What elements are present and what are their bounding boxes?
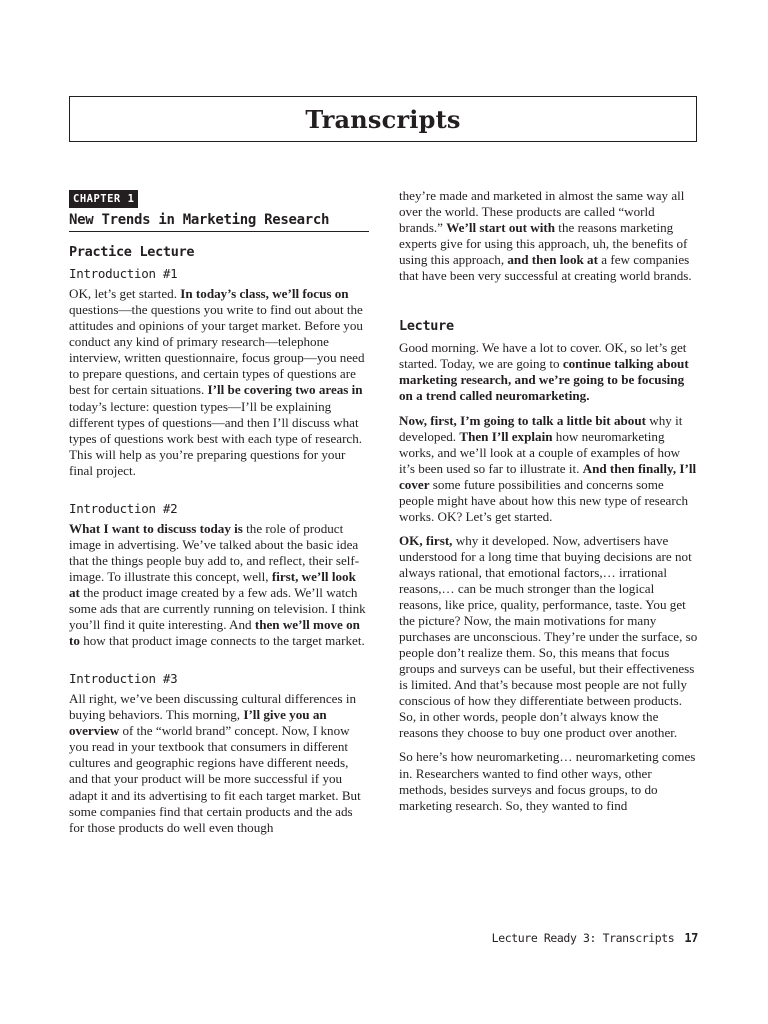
signpost-phrase: Now, first, I’m going to talk a little bit about bbox=[399, 412, 646, 428]
text-run: today’s lecture: question types—I’ll be explaining different types of questions—and then I’ll discuss what types of questions work best with each type of research. This will help as you’re preparing questions for your final project. bbox=[69, 398, 363, 478]
practice-lecture-heading: Practice Lecture bbox=[69, 244, 195, 261]
text-run: how neuromarketing works, and we’ll look at a couple of examples of how it’s been used so far to illustrate it. bbox=[399, 428, 681, 476]
signpost-phrase: continue talking about marketing research, and we’re going to be focusing on a trend called neuromarketing. bbox=[399, 356, 689, 404]
signpost-phrase: then we’ll move on to bbox=[69, 617, 360, 649]
text-run: why it developed. Now, advertisers have understood for a long time that buying decisions are not always rational, that emotional factors,… irrational reasons,… can be much stronger than the logical reasons, like price, quality, performance, taste. You get the picture? Now, the main motivations for many purchases are unconscious. They’re under the surface, so people don’t realize them. So, this means that focus groups and surveys can be useful, but their effectiveness is limited. And that’s because most people are not fully conscious of how they differentiate between products. So, in other words, people don’t always know the reasons they choose to buy one product over another. bbox=[399, 532, 698, 741]
signpost-phrase: I’ll give you an overview bbox=[69, 707, 327, 739]
lecture-heading: Lecture bbox=[399, 318, 454, 335]
text-run: some future possibilities and concerns some people might have about how this new type of research works. OK? Let’s get started. bbox=[399, 476, 689, 524]
text-run: the reasons marketing experts give for using this approach, uh, the benefits of using this approach, bbox=[399, 220, 688, 268]
signpost-phrase: I’ll be covering two areas in bbox=[207, 382, 363, 398]
intro3-paragraph-start bbox=[69, 691, 369, 835]
signpost-phrase: We’ll start out with bbox=[446, 220, 556, 236]
text-run: they’re made and marketed in almost the same way all over the world. These products are called “world brands.” bbox=[399, 188, 685, 236]
text-run: questions—the questions you write to find out about the attitudes and opinions of your target market. Before you conduct any kind of primary research—telephone interview, written questionnaire, focus group—you need to prepare questions, and certain types of questions are best for certain situations. bbox=[69, 302, 365, 398]
text-run: the role of product image in advertising. We’ve talked about the basic idea that the things people buy add to, and reflect, their self-image. To illustrate this concept, well, bbox=[69, 520, 360, 584]
signpost-phrase: What I want to discuss today is bbox=[69, 520, 243, 536]
page-footer bbox=[400, 931, 698, 945]
signpost-phrase: first, we’ll look at bbox=[69, 568, 356, 600]
text-run: All right, we’ve been discussing cultural differences in buying behaviors. This morning, bbox=[69, 691, 357, 723]
intro2-label: Introduction #2 bbox=[69, 500, 178, 516]
text-run: Good morning. We have a lot to cover. OK, so let’s get started. Today, we are going to bbox=[399, 340, 687, 372]
text-run: the product image created by a few ads. We’ll watch some ads that are currently running on television. I think you’ll find it quite interesting. And bbox=[69, 584, 366, 633]
page-number: 17 bbox=[684, 931, 698, 945]
lecture-paragraph-4 bbox=[399, 749, 698, 813]
lecture-paragraph-3 bbox=[399, 533, 698, 742]
page-title-box bbox=[69, 96, 697, 142]
signpost-phrase: And then finally, I’ll cover bbox=[399, 460, 697, 492]
intro2-paragraph bbox=[69, 521, 369, 649]
signpost-phrase: OK, first, bbox=[399, 532, 453, 548]
text-run: how that product image connects to the target market. bbox=[79, 633, 365, 649]
signpost-phrase: Then I’ll explain bbox=[459, 428, 553, 444]
right-column bbox=[399, 188, 698, 822]
text-run: OK, let’s get started. bbox=[69, 286, 181, 302]
chapter-title: New Trends in Marketing Research bbox=[69, 212, 369, 232]
intro1-label: Introduction #1 bbox=[69, 266, 178, 282]
lecture-paragraph-1 bbox=[399, 340, 698, 404]
text-run: So here’s how neuromarketing… neuromarketing comes in. Researchers wanted to find other ways, other methods, besides surveys and focus groups, to do marketing research. So, they wanted to find bbox=[399, 749, 696, 813]
text-run: why it developed. bbox=[399, 412, 683, 444]
page-title: Transcripts bbox=[305, 104, 461, 134]
left-column bbox=[69, 188, 369, 844]
text-run: a few companies that have been very successful at creating world brands. bbox=[399, 252, 692, 284]
lecture-paragraph-2 bbox=[399, 413, 698, 525]
signpost-phrase: In today’s class, we’ll focus on bbox=[180, 286, 349, 302]
intro3-paragraph-continued bbox=[399, 188, 698, 284]
intro1-paragraph bbox=[69, 286, 369, 479]
running-title: Lecture Ready 3: Transcripts bbox=[491, 931, 675, 945]
chapter-tag: CHAPTER 1 bbox=[69, 190, 138, 208]
text-run: of the “world brand” concept. Now, I know you read in your textbook that consumers in different cultures and geographic regions have different needs, and that your product will be more successful if you adapt it and its advertising to fit each target market. But some companies find that certain products and the ads for those products do well even though bbox=[69, 723, 361, 835]
intro3-label: Introduction #3 bbox=[69, 671, 178, 687]
signpost-phrase: and then look at bbox=[507, 252, 598, 268]
